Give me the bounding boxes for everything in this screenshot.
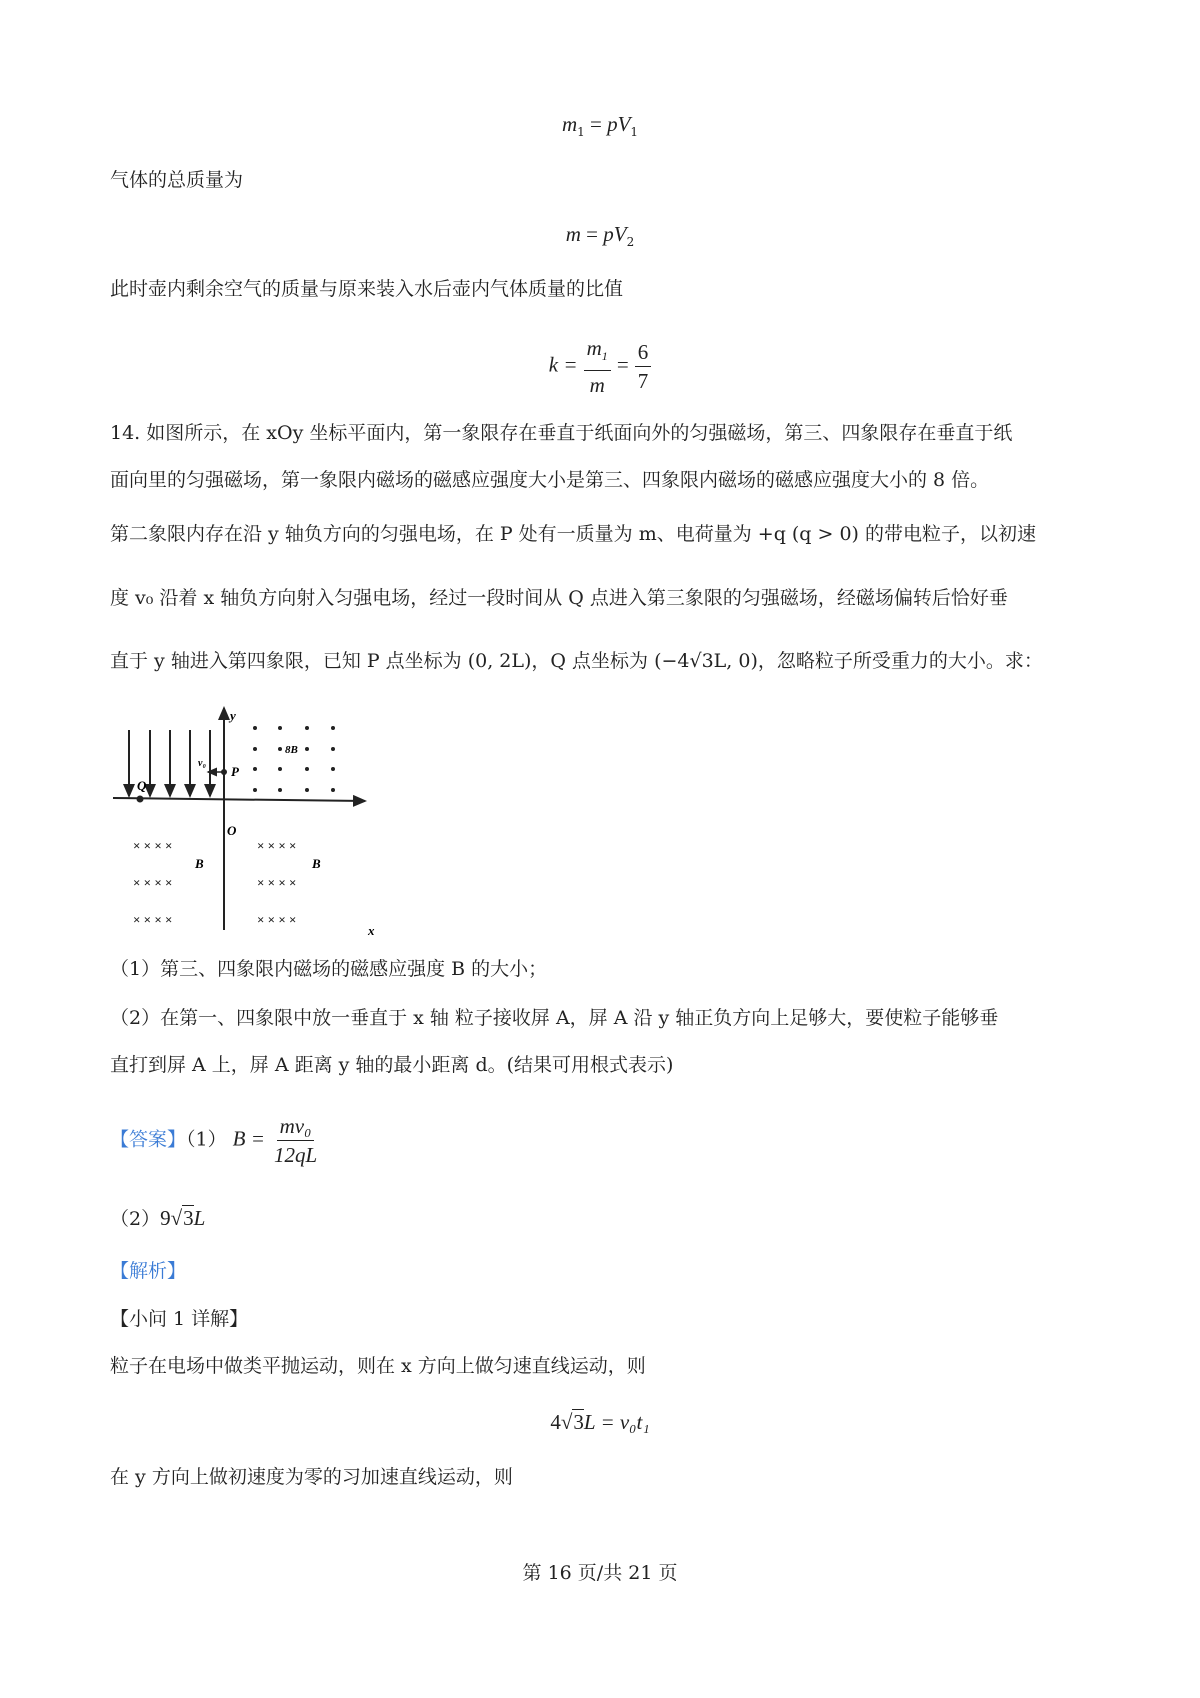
answer-tag: 【答案】 <box>110 1128 187 1151</box>
equation-m: $m = pV_2$ <box>565 222 635 249</box>
q14-line3: 第二象限内存在沿 y 轴负方向的匀强电场，在 P 处有一质量为 m、电荷量为 +q (q > 0) 的带电粒子，以初速 <box>110 523 1037 545</box>
answer-1: 【答案】（1） B = $\frac{\text{mv₀}}{12qL}$ <box>110 1114 318 1167</box>
svg-text:× × × ×: × × × × <box>133 912 173 927</box>
x-axis <box>113 798 365 801</box>
equation-x-motion: 4√3L = v₀t₁ <box>550 1410 650 1434</box>
point-q <box>137 796 144 803</box>
label-origin: O <box>227 823 237 838</box>
label-v0: v₀ <box>198 758 206 769</box>
page-number: 第 16 页/共 21 页 <box>522 1562 678 1584</box>
svg-text:× × × ×: × × × × <box>257 838 297 853</box>
label-x: x <box>368 923 375 938</box>
svg-text:× × × ×: × × × × <box>133 838 173 853</box>
q14-line2: 面向里的匀强磁场，第一象限内磁场的磁感应强度大小是第三、四象限内磁场的磁感应强度大小的 8 倍。 <box>110 469 990 491</box>
q14-line4: 度 v₀ 沿着 x 轴负方向射入匀强电场，经过一段时间从 Q 点进入第三象限的匀强磁场，经磁场偏转后恰好垂 <box>110 587 1008 609</box>
sub-question-1: （1）第三、四象限内磁场的磁感应强度 B 的大小； <box>110 958 548 980</box>
equation-m1: $m_1 = pV_1$ <box>561 112 639 139</box>
equation-k: k = $\frac{m_1}{m}$ = $\frac{6}{7}$ <box>0 334 1200 399</box>
label-q: Q <box>137 778 147 793</box>
q14-line5: 直于 y 轴进入第四象限，已知 P 点坐标为 (0, 2L)，Q 点坐标为 (−4√3L, 0)，忽略粒子所受重力的大小。求： <box>110 650 1043 672</box>
into-page-crosses <box>133 838 296 927</box>
answer-2: （2）9√3L <box>110 1206 206 1230</box>
label-y: y <box>230 708 236 723</box>
sub-question-2a: （2）在第一、四象限中放一垂直于 x 轴 粒子接收屏 A，屏 A 沿 y 轴正负方向上足够大，要使粒子能够垂 <box>110 1007 999 1029</box>
svg-text:× × × ×: × × × × <box>257 875 297 890</box>
q14-line1: 14. 如图所示，在 xOy 坐标平面内，第一象限存在垂直于纸面向外的匀强磁场，第三、四象限存在垂直于纸 <box>110 422 1013 444</box>
sub1-detail-title: 【小问 1 详解】 <box>110 1308 249 1330</box>
label-p: P <box>231 764 239 779</box>
svg-text:× × × ×: × × × × <box>257 912 297 927</box>
field-diagram <box>110 700 400 940</box>
label-b-fourth: B <box>312 856 321 871</box>
sub-question-2b: 直打到屏 A 上，屏 A 距离 y 轴的最小距离 d。(结果可用根式表示) <box>110 1054 674 1076</box>
out-of-page-dots <box>253 726 335 792</box>
label-8b: 8B <box>285 744 298 756</box>
label-b-third: B <box>195 856 204 871</box>
analysis-text-2: 在 y 方向上做初速度为零的习加速直线运动，则 <box>110 1466 513 1488</box>
text-total-mass: 气体的总质量为 <box>110 169 244 191</box>
svg-text:× × × ×: × × × × <box>133 875 173 890</box>
text-ratio: 此时壶内剩余空气的质量与原来装入水后壶内气体质量的比值 <box>110 278 624 300</box>
analysis-text-1: 粒子在电场中做类平抛运动，则在 x 方向上做匀速直线运动，则 <box>110 1355 646 1377</box>
point-p <box>221 769 227 775</box>
analysis-tag: 【解析】 <box>110 1260 187 1282</box>
